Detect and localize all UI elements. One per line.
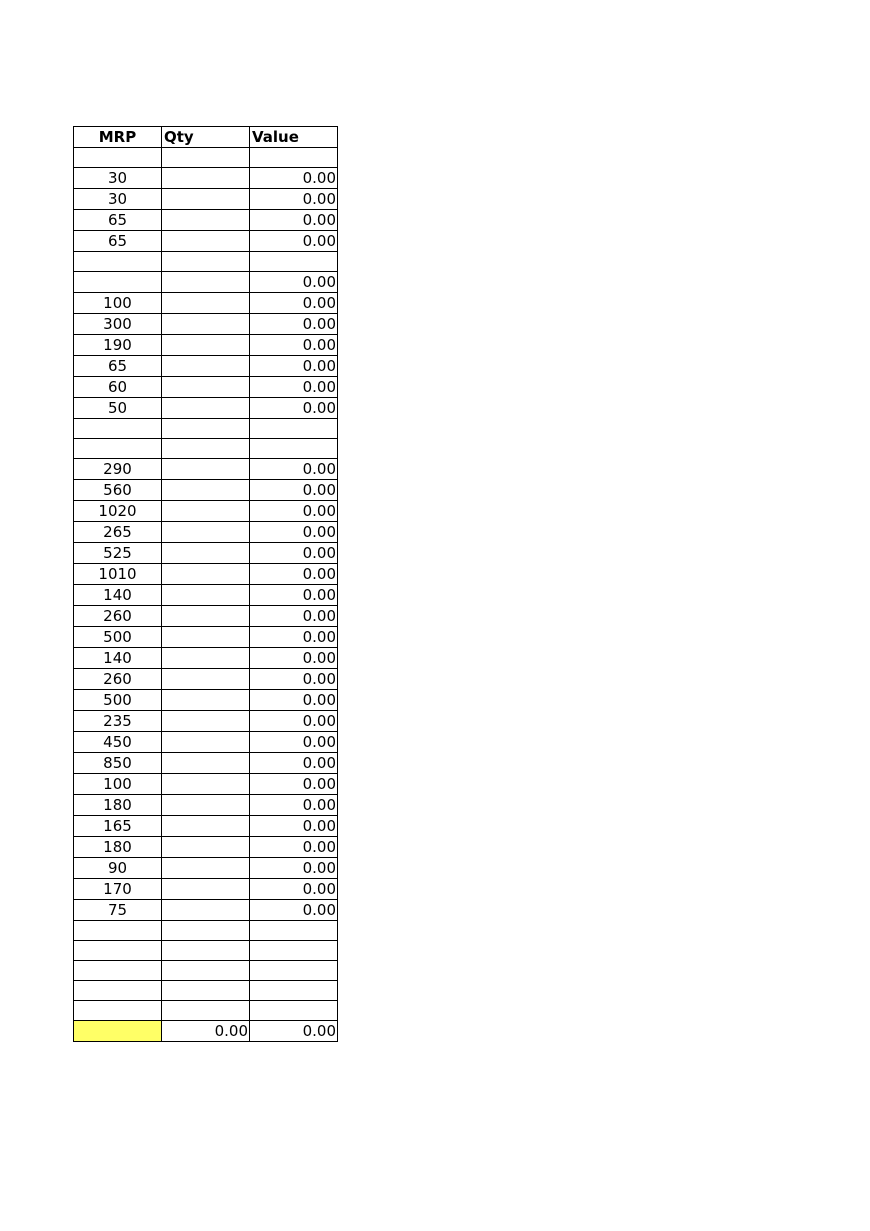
mrp-cell[interactable]: 235 xyxy=(74,711,162,732)
value-cell[interactable]: 0.00 xyxy=(250,837,338,858)
value-cell[interactable]: 0.00 xyxy=(250,459,338,480)
qty-cell[interactable] xyxy=(162,879,250,900)
table-row xyxy=(74,564,338,585)
qty-cell[interactable] xyxy=(162,941,250,961)
mrp-cell[interactable]: 140 xyxy=(74,585,162,606)
value-cell[interactable]: 0.00 xyxy=(250,795,338,816)
qty-cell[interactable] xyxy=(162,627,250,648)
qty-cell[interactable] xyxy=(162,690,250,711)
qty-cell[interactable] xyxy=(162,921,250,941)
mrp-cell[interactable]: 165 xyxy=(74,816,162,837)
mrp-cell[interactable]: 560 xyxy=(74,480,162,501)
header-value: Value xyxy=(250,127,338,148)
table-row xyxy=(74,314,338,335)
table-row xyxy=(74,981,338,1001)
table-row xyxy=(74,272,338,293)
qty-cell[interactable] xyxy=(162,293,250,314)
table-row xyxy=(74,921,338,941)
value-cell[interactable]: 0.00 xyxy=(250,669,338,690)
qty-cell[interactable] xyxy=(162,210,250,231)
mrp-cell[interactable]: 60 xyxy=(74,377,162,398)
table-row xyxy=(74,210,338,231)
mrp-cell[interactable] xyxy=(74,961,162,981)
value-cell[interactable]: 0.00 xyxy=(250,480,338,501)
table-row xyxy=(74,543,338,564)
mrp-cell[interactable]: 190 xyxy=(74,335,162,356)
mrp-cell[interactable]: 100 xyxy=(74,293,162,314)
value-cell[interactable]: 0.00 xyxy=(250,210,338,231)
qty-cell[interactable] xyxy=(162,669,250,690)
value-cell[interactable] xyxy=(250,1001,338,1021)
value-cell[interactable]: 0.00 xyxy=(250,858,338,879)
value-cell[interactable] xyxy=(250,439,338,459)
mrp-cell[interactable]: 265 xyxy=(74,522,162,543)
value-cell[interactable]: 0.00 xyxy=(250,585,338,606)
value-cell[interactable]: 0.00 xyxy=(250,774,338,795)
table-row xyxy=(74,816,338,837)
qty-cell[interactable] xyxy=(162,272,250,293)
mrp-cell[interactable]: 30 xyxy=(74,168,162,189)
table-row xyxy=(74,711,338,732)
mrp-cell[interactable]: 75 xyxy=(74,900,162,921)
qty-cell[interactable] xyxy=(162,356,250,377)
qty-cell[interactable] xyxy=(162,1001,250,1021)
mrp-cell[interactable]: 260 xyxy=(74,669,162,690)
mrp-cell[interactable] xyxy=(74,439,162,459)
table-row xyxy=(74,669,338,690)
value-cell[interactable]: 0.00 xyxy=(250,627,338,648)
mrp-cell[interactable]: 50 xyxy=(74,398,162,419)
qty-cell[interactable] xyxy=(162,981,250,1001)
mrp-cell[interactable]: 500 xyxy=(74,627,162,648)
table-body xyxy=(74,148,338,1021)
value-cell[interactable] xyxy=(250,921,338,941)
qty-cell[interactable] xyxy=(162,231,250,252)
qty-cell[interactable] xyxy=(162,795,250,816)
spreadsheet-page xyxy=(73,126,338,1042)
value-cell[interactable]: 0.00 xyxy=(250,377,338,398)
mrp-cell[interactable]: 180 xyxy=(74,837,162,858)
mrp-cell[interactable] xyxy=(74,921,162,941)
qty-cell[interactable] xyxy=(162,480,250,501)
mrp-cell[interactable] xyxy=(74,272,162,293)
table-row xyxy=(74,356,338,377)
value-cell[interactable]: 0.00 xyxy=(250,168,338,189)
header-mrp: MRP xyxy=(74,127,162,148)
value-cell[interactable]: 0.00 xyxy=(250,606,338,627)
qty-cell[interactable] xyxy=(162,335,250,356)
qty-cell[interactable] xyxy=(162,189,250,210)
table-row xyxy=(74,377,338,398)
value-cell[interactable]: 0.00 xyxy=(250,272,338,293)
value-cell[interactable]: 0.00 xyxy=(250,522,338,543)
table-row xyxy=(74,690,338,711)
table-row xyxy=(74,858,338,879)
table-row xyxy=(74,795,338,816)
qty-cell[interactable] xyxy=(162,900,250,921)
table-row xyxy=(74,501,338,522)
qty-cell[interactable] xyxy=(162,252,250,272)
mrp-cell[interactable] xyxy=(74,981,162,1001)
total-qty-cell[interactable]: 0.00 xyxy=(162,1021,250,1042)
mrp-cell[interactable]: 90 xyxy=(74,858,162,879)
total-value-cell[interactable]: 0.00 xyxy=(250,1021,338,1042)
mrp-cell[interactable]: 100 xyxy=(74,774,162,795)
qty-cell[interactable] xyxy=(162,314,250,335)
value-cell[interactable]: 0.00 xyxy=(250,356,338,377)
value-cell[interactable]: 0.00 xyxy=(250,648,338,669)
value-cell[interactable]: 0.00 xyxy=(250,398,338,419)
value-cell[interactable]: 0.00 xyxy=(250,879,338,900)
qty-cell[interactable] xyxy=(162,148,250,168)
qty-cell[interactable] xyxy=(162,564,250,585)
mrp-cell[interactable]: 170 xyxy=(74,879,162,900)
mrp-cell[interactable]: 260 xyxy=(74,606,162,627)
header-qty: Qty xyxy=(162,127,250,148)
table-row xyxy=(74,231,338,252)
qty-cell[interactable] xyxy=(162,522,250,543)
mrp-cell[interactable]: 65 xyxy=(74,210,162,231)
table-row xyxy=(74,961,338,981)
mrp-cell[interactable]: 850 xyxy=(74,753,162,774)
table-row xyxy=(74,585,338,606)
qty-cell[interactable] xyxy=(162,816,250,837)
value-cell[interactable]: 0.00 xyxy=(250,189,338,210)
value-cell[interactable]: 0.00 xyxy=(250,690,338,711)
table-row xyxy=(74,1001,338,1021)
mrp-cell[interactable]: 140 xyxy=(74,648,162,669)
value-cell[interactable]: 0.00 xyxy=(250,732,338,753)
mrp-cell[interactable]: 450 xyxy=(74,732,162,753)
table-row xyxy=(74,606,338,627)
total-mrp-cell[interactable] xyxy=(74,1021,162,1042)
value-cell[interactable] xyxy=(250,981,338,1001)
mrp-cell[interactable]: 65 xyxy=(74,356,162,377)
value-cell[interactable] xyxy=(250,419,338,439)
mrp-cell[interactable]: 30 xyxy=(74,189,162,210)
table-row xyxy=(74,252,338,272)
total-row xyxy=(74,1021,338,1042)
qty-cell[interactable] xyxy=(162,168,250,189)
qty-cell[interactable] xyxy=(162,501,250,522)
mrp-cell[interactable] xyxy=(74,252,162,272)
table-row xyxy=(74,941,338,961)
qty-cell[interactable] xyxy=(162,648,250,669)
qty-cell[interactable] xyxy=(162,398,250,419)
table-row xyxy=(74,439,338,459)
table-row xyxy=(74,900,338,921)
value-cell[interactable]: 0.00 xyxy=(250,314,338,335)
mrp-cell[interactable]: 1020 xyxy=(74,501,162,522)
value-cell[interactable] xyxy=(250,941,338,961)
table-row xyxy=(74,189,338,210)
table-row xyxy=(74,753,338,774)
mrp-cell[interactable] xyxy=(74,941,162,961)
table-row xyxy=(74,522,338,543)
mrp-cell[interactable]: 1010 xyxy=(74,564,162,585)
qty-cell[interactable] xyxy=(162,961,250,981)
value-cell[interactable]: 0.00 xyxy=(250,543,338,564)
mrp-cell[interactable] xyxy=(74,148,162,168)
value-cell[interactable] xyxy=(250,148,338,168)
qty-cell[interactable] xyxy=(162,711,250,732)
value-cell[interactable]: 0.00 xyxy=(250,753,338,774)
table-row xyxy=(74,648,338,669)
mrp-cell[interactable]: 300 xyxy=(74,314,162,335)
value-cell[interactable]: 0.00 xyxy=(250,501,338,522)
table-row xyxy=(74,774,338,795)
value-cell[interactable] xyxy=(250,252,338,272)
value-cell[interactable]: 0.00 xyxy=(250,231,338,252)
table-row xyxy=(74,293,338,314)
mrp-cell[interactable]: 290 xyxy=(74,459,162,480)
header-row xyxy=(74,127,338,148)
value-cell[interactable]: 0.00 xyxy=(250,293,338,314)
mrp-cell[interactable] xyxy=(74,419,162,439)
value-cell[interactable]: 0.00 xyxy=(250,335,338,356)
table-row xyxy=(74,480,338,501)
value-cell[interactable]: 0.00 xyxy=(250,711,338,732)
table-row xyxy=(74,837,338,858)
qty-cell[interactable] xyxy=(162,419,250,439)
qty-cell[interactable] xyxy=(162,459,250,480)
qty-cell[interactable] xyxy=(162,543,250,564)
qty-cell[interactable] xyxy=(162,585,250,606)
mrp-cell[interactable]: 65 xyxy=(74,231,162,252)
table-row xyxy=(74,335,338,356)
value-cell[interactable]: 0.00 xyxy=(250,900,338,921)
table-row xyxy=(74,419,338,439)
value-cell[interactable]: 0.00 xyxy=(250,564,338,585)
mrp-cell[interactable]: 500 xyxy=(74,690,162,711)
table-row xyxy=(74,627,338,648)
qty-cell[interactable] xyxy=(162,837,250,858)
qty-cell[interactable] xyxy=(162,774,250,795)
qty-cell[interactable] xyxy=(162,439,250,459)
qty-cell[interactable] xyxy=(162,858,250,879)
mrp-cell[interactable]: 180 xyxy=(74,795,162,816)
qty-cell[interactable] xyxy=(162,606,250,627)
table-row xyxy=(74,459,338,480)
value-cell[interactable] xyxy=(250,961,338,981)
table-row xyxy=(74,732,338,753)
qty-cell[interactable] xyxy=(162,377,250,398)
table-row xyxy=(74,398,338,419)
mrp-cell[interactable]: 525 xyxy=(74,543,162,564)
mrp-table xyxy=(73,126,338,1042)
table-row xyxy=(74,148,338,168)
value-cell[interactable]: 0.00 xyxy=(250,816,338,837)
table-row xyxy=(74,879,338,900)
mrp-cell[interactable] xyxy=(74,1001,162,1021)
table-row xyxy=(74,168,338,189)
qty-cell[interactable] xyxy=(162,732,250,753)
qty-cell[interactable] xyxy=(162,753,250,774)
